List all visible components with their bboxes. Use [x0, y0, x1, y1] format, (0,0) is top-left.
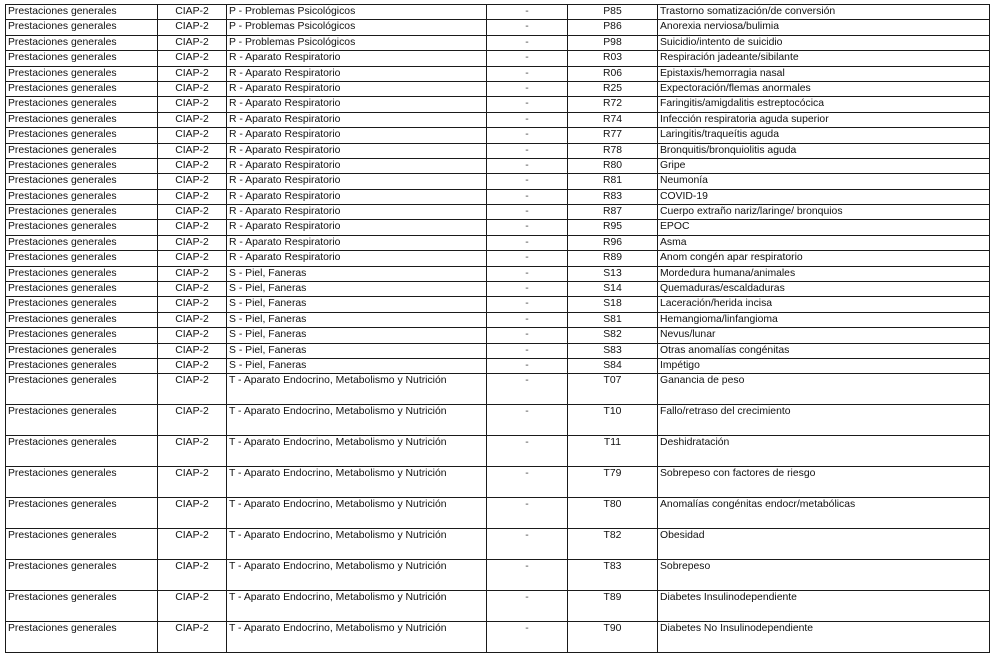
table-row	[6, 498, 990, 529]
description-cell: Diabetes Insulinodependiente	[658, 591, 990, 622]
classification-cell: CIAP-2	[158, 205, 227, 220]
chapter-cell: T - Aparato Endocrino, Metabolismo y Nutrición	[227, 591, 487, 622]
table-row	[6, 220, 990, 235]
description-cell: Impétigo	[658, 358, 990, 373]
chapter-cell: S - Piel, Faneras	[227, 266, 487, 281]
code-cell: R06	[568, 66, 658, 81]
service-cell: Prestaciones generales	[6, 343, 158, 358]
service-cell: Prestaciones generales	[6, 205, 158, 220]
extra-cell: -	[487, 97, 568, 112]
chapter-cell: S - Piel, Faneras	[227, 297, 487, 312]
extra-cell: -	[487, 467, 568, 498]
code-cell: S13	[568, 266, 658, 281]
code-cell: P98	[568, 35, 658, 50]
extra-cell: -	[487, 312, 568, 327]
table-row	[6, 358, 990, 373]
service-cell: Prestaciones generales	[6, 467, 158, 498]
code-cell: R77	[568, 128, 658, 143]
table-row	[6, 143, 990, 158]
classification-cell: CIAP-2	[158, 66, 227, 81]
description-cell: Neumonía	[658, 174, 990, 189]
table-row	[6, 81, 990, 96]
description-cell: Laceración/herida incisa	[658, 297, 990, 312]
description-cell: Infección respiratoria aguda superior	[658, 112, 990, 127]
table-row	[6, 343, 990, 358]
description-cell: Respiración jadeante/sibilante	[658, 51, 990, 66]
code-cell: R87	[568, 205, 658, 220]
table-row	[6, 312, 990, 327]
service-cell: Prestaciones generales	[6, 560, 158, 591]
classification-cell: CIAP-2	[158, 436, 227, 467]
chapter-cell: T - Aparato Endocrino, Metabolismo y Nutrición	[227, 560, 487, 591]
chapter-cell: T - Aparato Endocrino, Metabolismo y Nutrición	[227, 374, 487, 405]
classification-cell: CIAP-2	[158, 328, 227, 343]
extra-cell: -	[487, 143, 568, 158]
classification-cell: CIAP-2	[158, 35, 227, 50]
service-cell: Prestaciones generales	[6, 282, 158, 297]
classification-cell: CIAP-2	[158, 51, 227, 66]
table-row	[6, 235, 990, 250]
classification-cell: CIAP-2	[158, 498, 227, 529]
extra-cell: -	[487, 174, 568, 189]
code-cell: R96	[568, 235, 658, 250]
service-cell: Prestaciones generales	[6, 81, 158, 96]
extra-cell: -	[487, 128, 568, 143]
classification-cell: CIAP-2	[158, 405, 227, 436]
service-cell: Prestaciones generales	[6, 97, 158, 112]
service-cell: Prestaciones generales	[6, 529, 158, 560]
table-row	[6, 622, 990, 653]
code-cell: S14	[568, 282, 658, 297]
extra-cell: -	[487, 374, 568, 405]
code-cell: R78	[568, 143, 658, 158]
code-cell: R89	[568, 251, 658, 266]
code-cell: R25	[568, 81, 658, 96]
code-cell: S83	[568, 343, 658, 358]
table-row	[6, 436, 990, 467]
chapter-cell: S - Piel, Faneras	[227, 282, 487, 297]
service-cell: Prestaciones generales	[6, 143, 158, 158]
extra-cell: -	[487, 189, 568, 204]
extra-cell: -	[487, 266, 568, 281]
classification-cell: CIAP-2	[158, 128, 227, 143]
classification-cell: CIAP-2	[158, 97, 227, 112]
table-row	[6, 35, 990, 50]
service-cell: Prestaciones generales	[6, 591, 158, 622]
chapter-cell: R - Aparato Respiratorio	[227, 143, 487, 158]
table-row	[6, 189, 990, 204]
classification-cell: CIAP-2	[158, 312, 227, 327]
description-cell: Anom congén apar respiratorio	[658, 251, 990, 266]
code-cell: R95	[568, 220, 658, 235]
service-cell: Prestaciones generales	[6, 498, 158, 529]
extra-cell: -	[487, 220, 568, 235]
service-cell: Prestaciones generales	[6, 158, 158, 173]
description-cell: Hemangioma/linfangioma	[658, 312, 990, 327]
code-cell: P86	[568, 20, 658, 35]
description-cell: Ganancia de peso	[658, 374, 990, 405]
extra-cell: -	[487, 235, 568, 250]
service-cell: Prestaciones generales	[6, 297, 158, 312]
table-row	[6, 158, 990, 173]
code-cell: R83	[568, 189, 658, 204]
chapter-cell: S - Piel, Faneras	[227, 328, 487, 343]
chapter-cell: R - Aparato Respiratorio	[227, 251, 487, 266]
extra-cell: -	[487, 5, 568, 20]
classification-cell: CIAP-2	[158, 174, 227, 189]
code-cell: R81	[568, 174, 658, 189]
service-cell: Prestaciones generales	[6, 220, 158, 235]
table-row	[6, 560, 990, 591]
table-row	[6, 297, 990, 312]
chapter-cell: T - Aparato Endocrino, Metabolismo y Nutrición	[227, 436, 487, 467]
description-cell: Faringitis/amigdalitis estreptocócica	[658, 97, 990, 112]
chapter-cell: R - Aparato Respiratorio	[227, 81, 487, 96]
classification-cell: CIAP-2	[158, 5, 227, 20]
chapter-cell: R - Aparato Respiratorio	[227, 189, 487, 204]
description-cell: Laringitis/traqueítis aguda	[658, 128, 990, 143]
classification-cell: CIAP-2	[158, 374, 227, 405]
code-cell: T89	[568, 591, 658, 622]
service-cell: Prestaciones generales	[6, 328, 158, 343]
service-cell: Prestaciones generales	[6, 51, 158, 66]
description-cell: Nevus/lunar	[658, 328, 990, 343]
code-cell: T82	[568, 529, 658, 560]
classification-cell: CIAP-2	[158, 220, 227, 235]
description-cell: Anorexia nerviosa/bulimia	[658, 20, 990, 35]
classification-cell: CIAP-2	[158, 251, 227, 266]
chapter-cell: R - Aparato Respiratorio	[227, 158, 487, 173]
service-cell: Prestaciones generales	[6, 251, 158, 266]
extra-cell: -	[487, 405, 568, 436]
table-body	[6, 5, 990, 653]
description-cell: Obesidad	[658, 529, 990, 560]
code-cell: T07	[568, 374, 658, 405]
chapter-cell: T - Aparato Endocrino, Metabolismo y Nutrición	[227, 529, 487, 560]
extra-cell: -	[487, 158, 568, 173]
service-cell: Prestaciones generales	[6, 20, 158, 35]
extra-cell: -	[487, 20, 568, 35]
classification-cell: CIAP-2	[158, 266, 227, 281]
chapter-cell: R - Aparato Respiratorio	[227, 51, 487, 66]
description-cell: Deshidratación	[658, 436, 990, 467]
extra-cell: -	[487, 81, 568, 96]
code-cell: T10	[568, 405, 658, 436]
extra-cell: -	[487, 622, 568, 653]
description-cell: Quemaduras/escaldaduras	[658, 282, 990, 297]
description-cell: Diabetes No Insulinodependiente	[658, 622, 990, 653]
code-cell: T80	[568, 498, 658, 529]
description-cell: Anomalías congénitas endocr/metabólicas	[658, 498, 990, 529]
extra-cell: -	[487, 328, 568, 343]
extra-cell: -	[487, 498, 568, 529]
table-row	[6, 66, 990, 81]
extra-cell: -	[487, 112, 568, 127]
extra-cell: -	[487, 560, 568, 591]
extra-cell: -	[487, 51, 568, 66]
service-cell: Prestaciones generales	[6, 235, 158, 250]
chapter-cell: T - Aparato Endocrino, Metabolismo y Nutrición	[227, 498, 487, 529]
service-cell: Prestaciones generales	[6, 312, 158, 327]
extra-cell: -	[487, 251, 568, 266]
extra-cell: -	[487, 297, 568, 312]
table-row	[6, 174, 990, 189]
service-cell: Prestaciones generales	[6, 112, 158, 127]
service-cell: Prestaciones generales	[6, 622, 158, 653]
table-row	[6, 5, 990, 20]
chapter-cell: P - Problemas Psicológicos	[227, 35, 487, 50]
chapter-cell: S - Piel, Faneras	[227, 343, 487, 358]
classification-cell: CIAP-2	[158, 297, 227, 312]
extra-cell: -	[487, 35, 568, 50]
table-row	[6, 20, 990, 35]
chapter-cell: R - Aparato Respiratorio	[227, 66, 487, 81]
table-row	[6, 128, 990, 143]
description-cell: COVID-19	[658, 189, 990, 204]
chapter-cell: R - Aparato Respiratorio	[227, 112, 487, 127]
classification-cell: CIAP-2	[158, 81, 227, 96]
description-cell: Cuerpo extraño nariz/laringe/ bronquios	[658, 205, 990, 220]
classification-cell: CIAP-2	[158, 560, 227, 591]
chapter-cell: R - Aparato Respiratorio	[227, 220, 487, 235]
code-cell: R72	[568, 97, 658, 112]
code-cell: S18	[568, 297, 658, 312]
service-cell: Prestaciones generales	[6, 35, 158, 50]
table-row	[6, 112, 990, 127]
service-cell: Prestaciones generales	[6, 405, 158, 436]
description-cell: Mordedura humana/animales	[658, 266, 990, 281]
service-cell: Prestaciones generales	[6, 374, 158, 405]
chapter-cell: P - Problemas Psicológicos	[227, 5, 487, 20]
classification-cell: CIAP-2	[158, 235, 227, 250]
code-cell: T83	[568, 560, 658, 591]
table-row	[6, 205, 990, 220]
table-row	[6, 282, 990, 297]
table-row	[6, 51, 990, 66]
service-cell: Prestaciones generales	[6, 66, 158, 81]
classification-cell: CIAP-2	[158, 158, 227, 173]
classification-cell: CIAP-2	[158, 143, 227, 158]
extra-cell: -	[487, 66, 568, 81]
chapter-cell: T - Aparato Endocrino, Metabolismo y Nutrición	[227, 467, 487, 498]
chapter-cell: R - Aparato Respiratorio	[227, 205, 487, 220]
table-row	[6, 467, 990, 498]
service-cell: Prestaciones generales	[6, 436, 158, 467]
table-row	[6, 529, 990, 560]
description-cell: Gripe	[658, 158, 990, 173]
code-cell: P85	[568, 5, 658, 20]
table-row	[6, 251, 990, 266]
description-cell: Sobrepeso	[658, 560, 990, 591]
description-cell: Fallo/retraso del crecimiento	[658, 405, 990, 436]
service-cell: Prestaciones generales	[6, 5, 158, 20]
table-row	[6, 405, 990, 436]
description-cell: Suicidio/intento de suicidio	[658, 35, 990, 50]
table-row	[6, 266, 990, 281]
classification-cell: CIAP-2	[158, 112, 227, 127]
code-cell: R80	[568, 158, 658, 173]
service-cell: Prestaciones generales	[6, 266, 158, 281]
description-cell: Expectoración/flemas anormales	[658, 81, 990, 96]
extra-cell: -	[487, 358, 568, 373]
code-cell: T11	[568, 436, 658, 467]
code-cell: S84	[568, 358, 658, 373]
chapter-cell: P - Problemas Psicológicos	[227, 20, 487, 35]
description-cell: Asma	[658, 235, 990, 250]
classification-cell: CIAP-2	[158, 358, 227, 373]
description-cell: EPOC	[658, 220, 990, 235]
code-cell: T79	[568, 467, 658, 498]
code-cell: T90	[568, 622, 658, 653]
chapter-cell: S - Piel, Faneras	[227, 312, 487, 327]
chapter-cell: R - Aparato Respiratorio	[227, 174, 487, 189]
extra-cell: -	[487, 282, 568, 297]
code-cell: R03	[568, 51, 658, 66]
description-cell: Epistaxis/hemorragia nasal	[658, 66, 990, 81]
extra-cell: -	[487, 205, 568, 220]
extra-cell: -	[487, 343, 568, 358]
description-cell: Trastorno somatización/de conversión	[658, 5, 990, 20]
classification-cell: CIAP-2	[158, 529, 227, 560]
service-cell: Prestaciones generales	[6, 128, 158, 143]
service-cell: Prestaciones generales	[6, 174, 158, 189]
extra-cell: -	[487, 436, 568, 467]
classification-cell: CIAP-2	[158, 189, 227, 204]
chapter-cell: R - Aparato Respiratorio	[227, 97, 487, 112]
extra-cell: -	[487, 529, 568, 560]
chapter-cell: T - Aparato Endocrino, Metabolismo y Nutrición	[227, 405, 487, 436]
table-row	[6, 97, 990, 112]
code-cell: R74	[568, 112, 658, 127]
description-cell: Otras anomalías congénitas	[658, 343, 990, 358]
classification-cell: CIAP-2	[158, 591, 227, 622]
classification-cell: CIAP-2	[158, 282, 227, 297]
classification-cell: CIAP-2	[158, 20, 227, 35]
table-row	[6, 328, 990, 343]
ciap-codes-table	[5, 4, 990, 653]
table-row	[6, 374, 990, 405]
table-row	[6, 591, 990, 622]
description-cell: Sobrepeso con factores de riesgo	[658, 467, 990, 498]
classification-cell: CIAP-2	[158, 343, 227, 358]
service-cell: Prestaciones generales	[6, 189, 158, 204]
chapter-cell: R - Aparato Respiratorio	[227, 235, 487, 250]
description-cell: Bronquitis/bronquiolitis aguda	[658, 143, 990, 158]
code-cell: S82	[568, 328, 658, 343]
extra-cell: -	[487, 591, 568, 622]
service-cell: Prestaciones generales	[6, 358, 158, 373]
classification-cell: CIAP-2	[158, 467, 227, 498]
code-cell: S81	[568, 312, 658, 327]
classification-cell: CIAP-2	[158, 622, 227, 653]
chapter-cell: T - Aparato Endocrino, Metabolismo y Nutrición	[227, 622, 487, 653]
chapter-cell: S - Piel, Faneras	[227, 358, 487, 373]
chapter-cell: R - Aparato Respiratorio	[227, 128, 487, 143]
